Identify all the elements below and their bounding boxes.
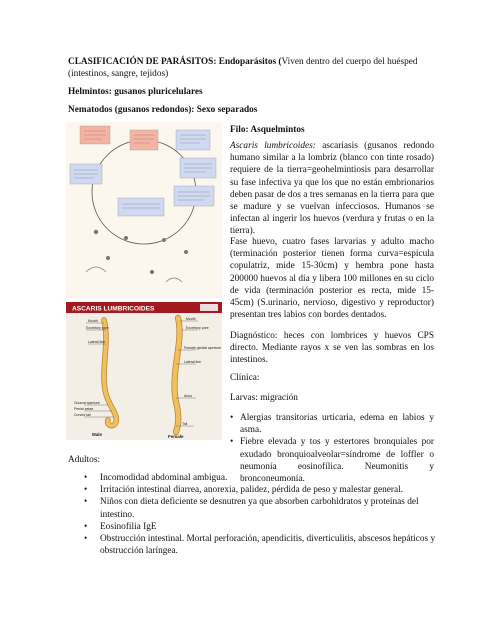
ascaris-paragraph: Ascaris lumbricoides: ascariasis (gusanos redondo humano similar a la lombriz (blanco con tinte rosado) requiere de la tierra=geohelmintiosis para desarrollar su fase infectiva ya que los que no están embrionarios deben pasar de dos a tres semanas en la tierra para que se madure y se vuelvan infecciosos. Humanos se infectan al ingerir los huevos (verdura y frutas o en la tierra). xyxy=(230,141,434,237)
list-item: • Niños con dieta deficiente se desnutren ya que absorben carbohidratos y proteínas del intestino. xyxy=(84,496,444,520)
list-item: • Alergias transitorias urticaria, edema en labios y asma. xyxy=(230,412,434,436)
female-label-anus: Anus xyxy=(184,394,192,398)
male-caption: Male xyxy=(92,432,103,437)
clinica-label: Clínica: xyxy=(230,373,260,383)
list-item: • Obstrucción intestinal. Mortal perforación, apendicitis, diverticulitis, abscesos hepáticos y obstrucción laríngea. xyxy=(84,533,444,557)
male-label-curved-tail: Curved tail xyxy=(74,413,91,417)
filo-heading: Filo: Asquelmintos xyxy=(230,125,305,135)
list-item: • Eosinofilia IgE xyxy=(84,521,444,533)
life-cycle-diagram xyxy=(66,122,222,298)
nematodos-heading: Nematodos (gusanos redondos): Sexo separados xyxy=(68,105,258,115)
section-title: CLASIFICACIÓN DE PARÁSITOS: Endoparásitos (Viven dentro del cuerpo del huésped (intestinos, sangre, tejidos) xyxy=(68,57,418,80)
adultos-label: Adultos: xyxy=(68,455,101,465)
list-item: • Fiebre elevada y tos y estertores bronquiales por exudado bronquioalveolar=síndrome de loffler o neumonía eosinofílica. Neumonitis y bronconeumonía. xyxy=(230,436,434,485)
ascaris-anatomy-figure xyxy=(66,302,222,440)
female-label-tail: Tail xyxy=(182,422,188,426)
adultos-list xyxy=(84,472,444,557)
male-label-cloacal: Cloacal aperture xyxy=(74,401,100,405)
male-label-penial: Penial setae xyxy=(74,407,94,411)
female-label-mouth: Mouth xyxy=(186,317,196,321)
figure-banner: ASCARIS LUMBRICOIDES xyxy=(72,305,155,313)
female-label-excretory-pore: Excretory pore xyxy=(186,326,209,330)
female-label-lateral-line: Lateral line xyxy=(184,360,202,364)
diagnosis-paragraph: Diagnóstico: heces con lombrices y huevos CPS directo. Mediante rayos x se ven las sombras en los intestinos. xyxy=(230,331,434,366)
male-label-excretory-pore: Excretory pore xyxy=(86,326,109,330)
larvas-label: Larvas: migración xyxy=(230,393,298,403)
female-label-genital: Female genital aperture xyxy=(184,346,221,350)
male-label-lateral-line: Lateral line xyxy=(88,340,106,344)
male-label-mouth: Mouth xyxy=(88,319,98,323)
list-item: • Irritación intestinal diarrea, anorexia, palidez, pérdida de peso y malestar general. xyxy=(84,484,444,496)
phases-paragraph: Fase huevo, cuatro fases larvarias y adulto macho (terminación posterior tienen forma curva=espícula copulatriz, mide 15-30cm) y hembra pone hasta 200000 huevos al día y libera 100 millones en su ciclo de vida (terminación posterior es recta, mide 15-45cm) (S.urinario, nervioso, digestivo y reproductor) presentan tres labios con bordes dentados. xyxy=(230,237,434,321)
helmintos-heading: Helmintos: gusanos pluricelulares xyxy=(68,87,203,97)
list-item: • Incomodidad abdominal ambigua. xyxy=(84,472,444,484)
female-caption: Female xyxy=(168,434,184,439)
